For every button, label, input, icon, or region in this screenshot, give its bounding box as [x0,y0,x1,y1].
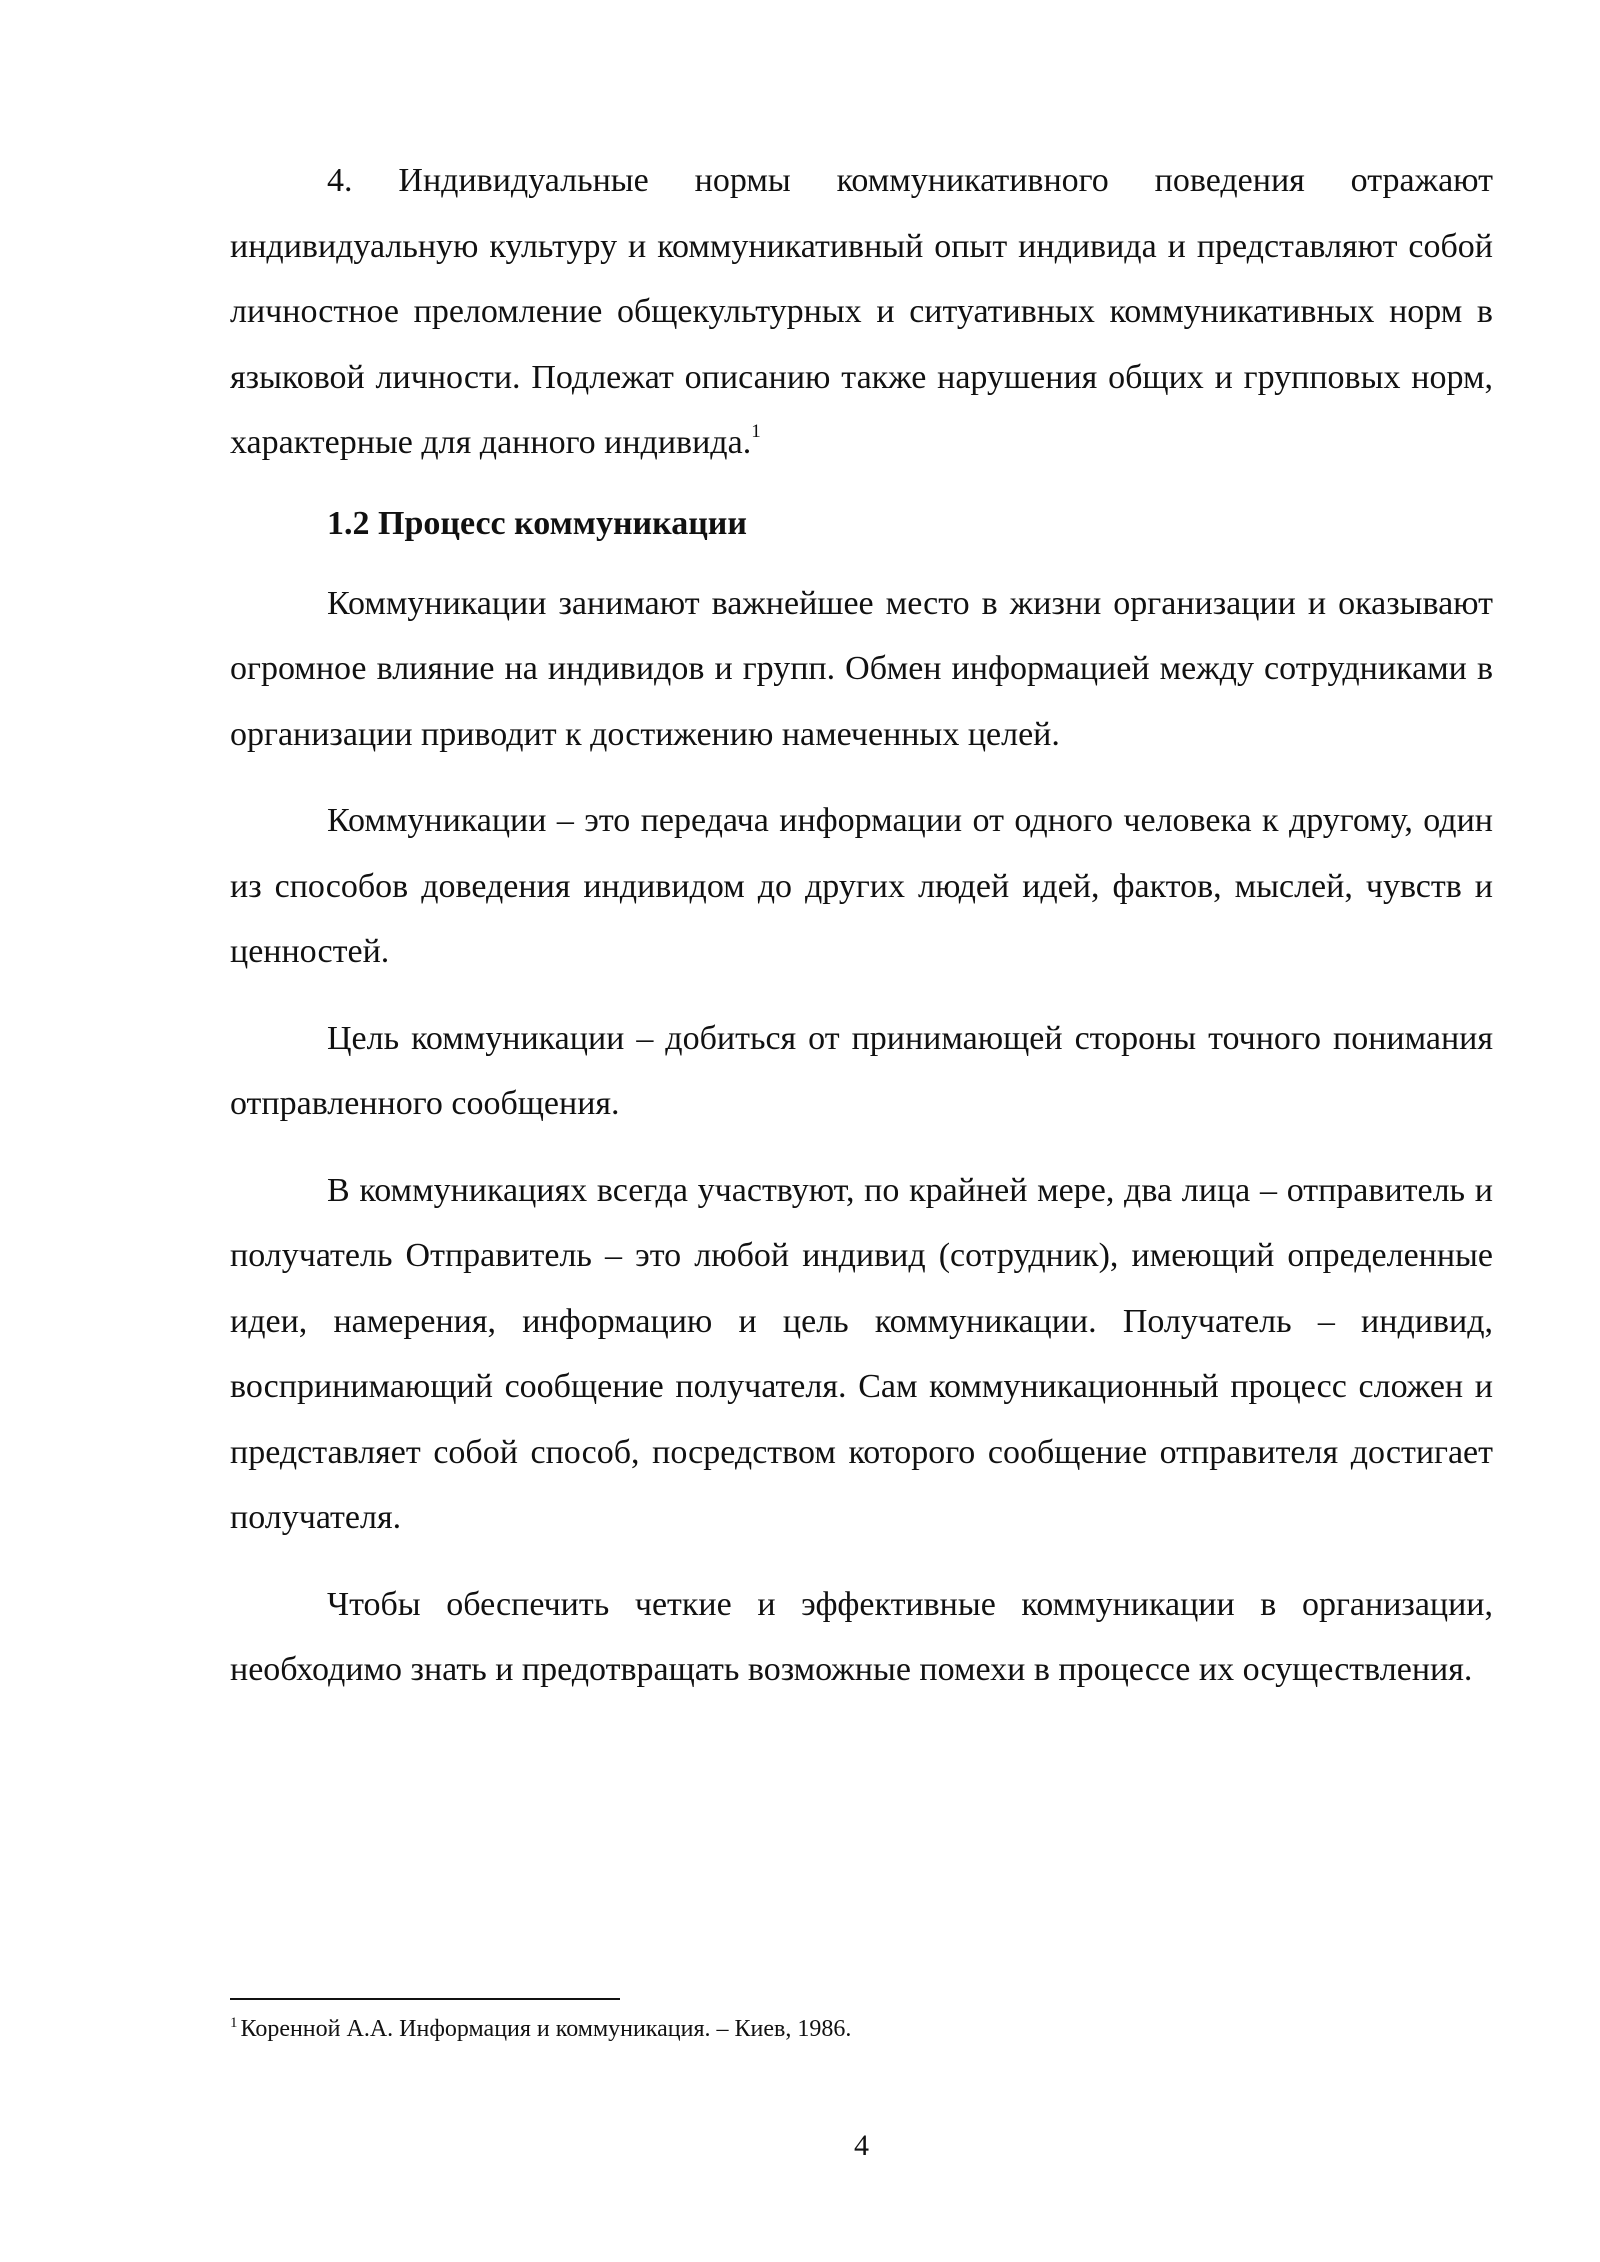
paragraph-2: Коммуникации – это передача информации от одного человека к другому, один из способов доведения индивидом до других людей идей, фактов, мыслей, чувств и ценностей. [230,802,1493,970]
footnote-reference: 1 [751,421,761,442]
page-number: 4 [854,2129,869,2162]
section-heading: 1.2 Процесс коммуникации [327,504,747,542]
footnote-marker: 1 [230,2015,238,2031]
paragraph-3: Цель коммуникации – добиться от принимающей стороны точного понимания отправленного сообщения. [230,1019,1493,1122]
paragraph-individual-norms [230,148,1493,476]
footnote [230,2012,1493,2046]
paragraph-1: Коммуникации занимают важнейшее место в жизни организации и оказывают огромное влияние на индивидов и групп. Обмен информацией между сотрудниками в организации приводит к достижению намеченных целей. [230,584,1493,753]
footnote-separator [230,1998,620,2000]
paragraph-5: Чтобы обеспечить четкие и эффективные коммуникации в организации, необходимо знать и предотвращать возможные помехи в процессе их осуществления. [230,1585,1493,1688]
page-body [230,148,1493,1724]
paragraph-text: 4. Индивидуальные нормы коммуникативного поведения отражают индивидуальную культуру и коммуникативный опыт индивида и представляют собой личностное преломление общекультурных и ситуативных коммуникативных норм в языковой личности. Подлежат описанию также нарушения общих и групповых норм, характерные для данного индивида. [230,162,1493,461]
footnote-text: Коренной А.А. Информация и коммуникация. – Киев, 1986. [240,2016,852,2042]
paragraph-4: В коммуникациях всегда участвуют, по крайней мере, два лица – отправитель и получатель Отправитель – это любой индивид (сотрудник), имеющий определенные идеи, намерения, информацию и цель коммуникации. Получатель – индивид, воспринимающий сообщение получателя. Сам коммуникационный процесс сложен и представляет собой способ, посредством которого сообщение отправителя достигает получателя. [230,1171,1493,1536]
